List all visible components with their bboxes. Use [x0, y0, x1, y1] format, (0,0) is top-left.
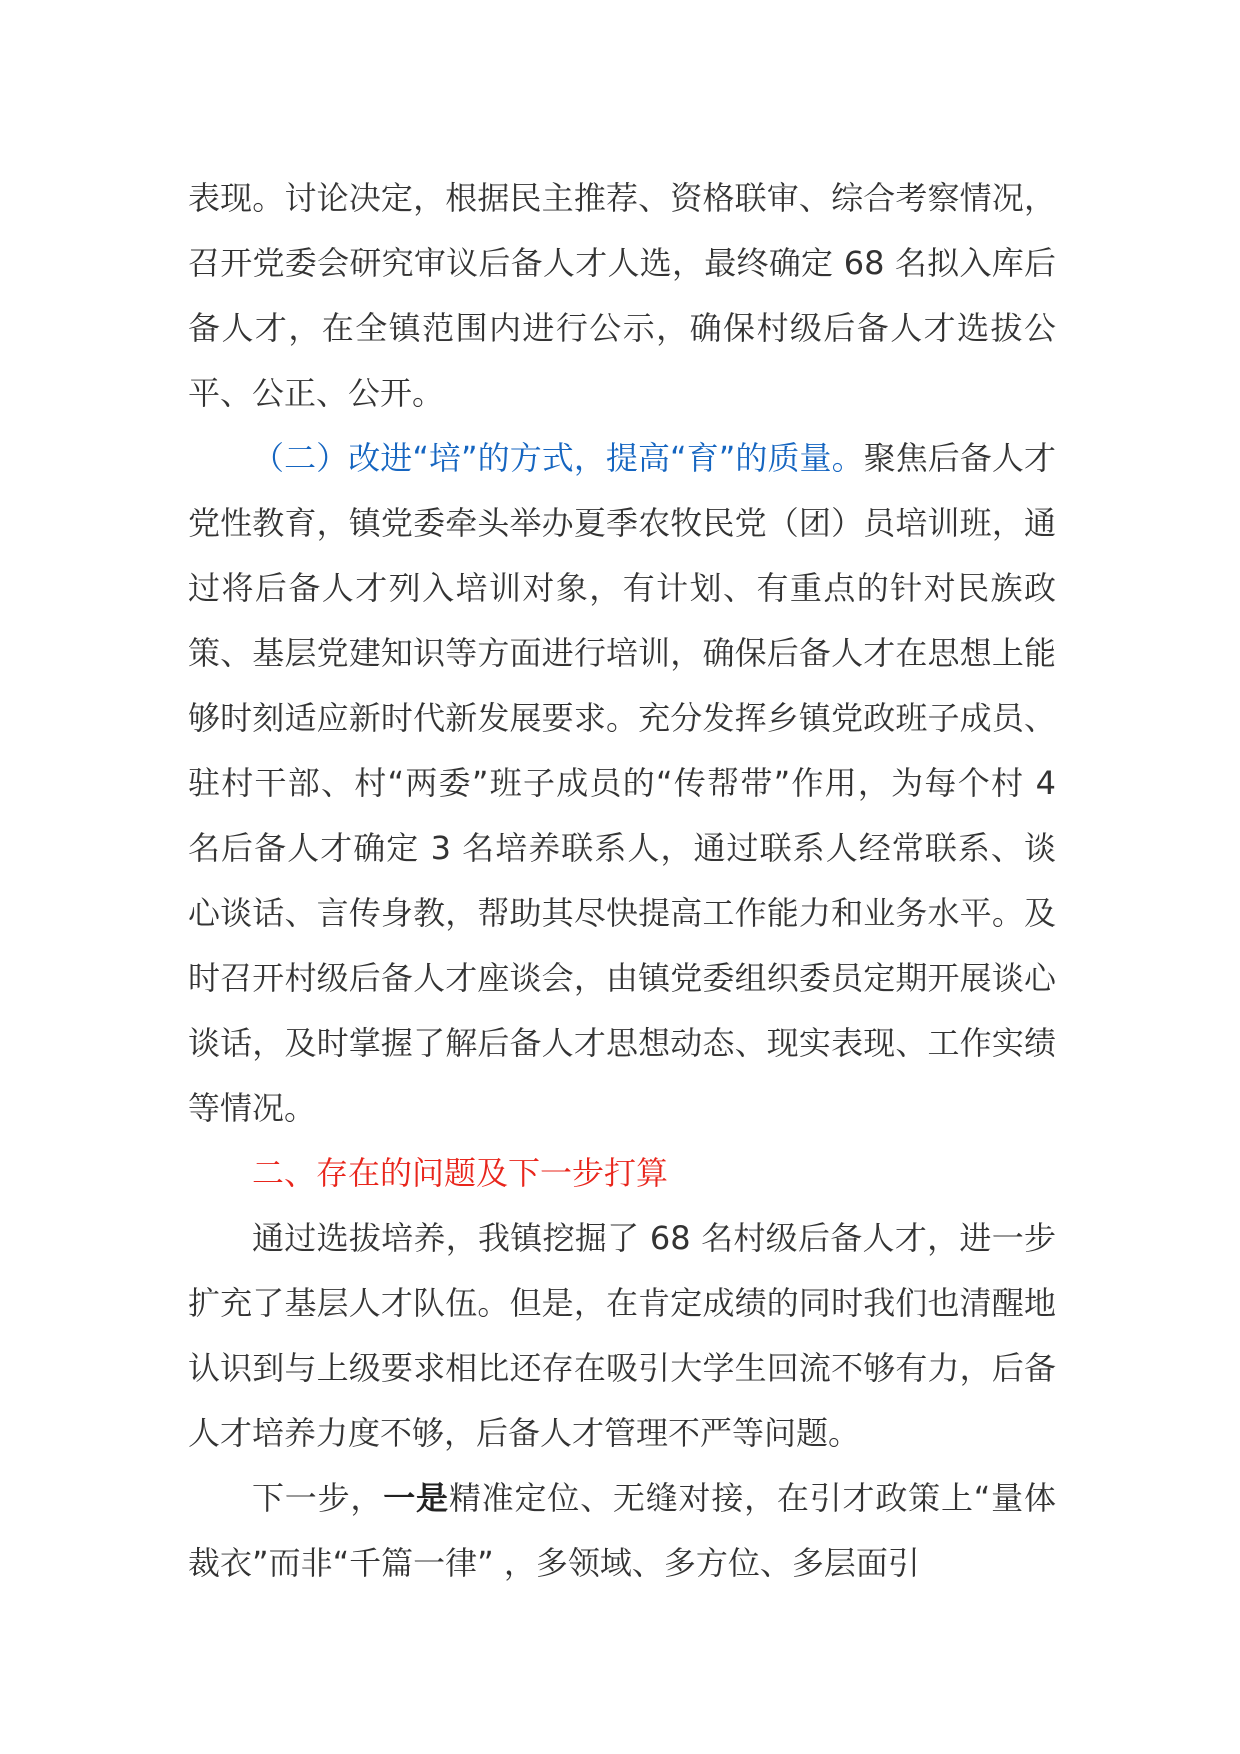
section-heading-text: 二、存在的问题及下一步打算: [252, 1154, 669, 1192]
paragraph-text: 表现。讨论决定，根据民主推荐、资格联审、综合考察情况，召开党委会研究审议后备人才人选，最终确定 68 名拟入库后备人才，在全镇范围内进行公示，确保村级后备人才选拔公平、公正、公开。: [188, 179, 1056, 412]
paragraph-selection-result: [188, 166, 1056, 426]
paragraph-prefix: 下一步，: [252, 1479, 384, 1517]
paragraph-training: [188, 426, 1056, 1141]
paragraph-problems: [188, 1206, 1056, 1466]
paragraph-text: 聚焦后备人才党性教育，镇党委牵头举办夏季农牧民党（团）员培训班，通过将后备人才列入培训对象，有计划、有重点的针对民族政策、基层党建知识等方面进行培训，确保后备人才在思想上能够时刻适应新时代新发展要求。充分发挥乡镇党政班子成员、驻村干部、村“两委”班子成员的“传帮带”作用，为每个村 4 名后备人才确定 3 名培养联系人，通过联系人经常联系、谈心谈话、言传身教，帮助其尽快提高工作能力和业务水平。及时召开村级后备人才座谈会，由镇党委组织委员定期开展谈心谈话，及时掌握了解后备人才思想动态、现实表现、工作实绩等情况。: [188, 439, 1056, 1127]
paragraph-next-steps: [188, 1466, 1056, 1596]
emphasis-text: 一是: [383, 1479, 449, 1517]
paragraph-text: 通过选拔培养，我镇挖掘了 68 名村级后备人才，进一步扩充了基层人才队伍。但是，在肯定成绩的同时我们也清醒地认识到与上级要求相比还存在吸引大学生回流不够有力，后备人才培养力度不够，后备人才管理不严等问题。: [188, 1219, 1056, 1452]
document-page: [188, 166, 1056, 1596]
paragraph-text: 精准定位、无缝对接，在引才政策上“量体裁衣”而非“千篇一律” ，多领域、多方位、多层面引: [188, 1479, 1056, 1582]
subsection-heading: （二）改进“培”的方式，提高“育”的质量。: [252, 439, 864, 477]
section-heading: [188, 1141, 1056, 1206]
